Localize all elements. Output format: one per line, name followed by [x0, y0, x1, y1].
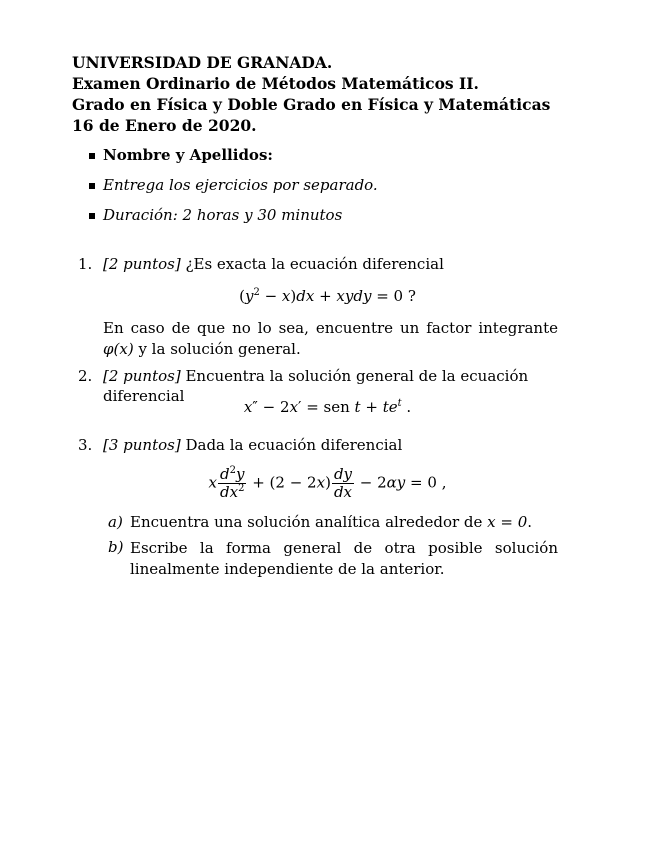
- exam-date: 16 de Enero de 2020.: [72, 116, 257, 135]
- university-name: UNIVERSIDAD DE GRANADA.: [72, 53, 333, 72]
- exercise-2-points: [2 puntos]: [103, 367, 181, 385]
- exercise-1-intro: [2 puntos] ¿Es exacta la ecuación diferencial: [103, 255, 444, 273]
- exercise-2-number: 2.: [78, 367, 93, 385]
- exercise-1-number: 1.: [78, 255, 93, 273]
- exercise-3-intro: [3 puntos] Dada la ecuación diferencial: [103, 436, 403, 454]
- exercise-3-points: [3 puntos]: [103, 436, 181, 454]
- exercise-3-equation: x $\frac{d^2y}{dx^2}$ + (2 − 2x) $\frac{dy}{dx}$ − 2αy = 0 ,: [208, 465, 447, 501]
- exercise-2-equation: x″ − 2x′ = sen $t + te^t$ .: [243, 398, 412, 416]
- exercise-1-equation: $(y^2 - x)dx$ + xydy = 0 ?: [239, 287, 416, 305]
- bullet-square-icon: [89, 153, 95, 159]
- exercise-1-text: En caso de que no lo sea, encuentre un factor integrante φ(x) y la solución general.: [103, 319, 558, 358]
- exercise-3-number: 3.: [78, 436, 93, 454]
- degree-line: Grado en Física y Doble Grado en Física y Matemáticas: [72, 95, 551, 114]
- exercise-3b: b) Escribe la forma general de otra posible solución linealmente independiente de la anterior.: [108, 538, 558, 578]
- exercise-1-points: [2 puntos]: [103, 255, 181, 273]
- exercise-3a: a) Encuentra una solución analítica alrededor de x = 0.: [108, 513, 533, 531]
- exam-header: [72, 53, 550, 137]
- exercise-2-intro: [2 puntos] Encuentra la solución general de la ecuación diferencial: [103, 367, 529, 405]
- bullet-square-icon: [89, 183, 95, 189]
- bullet-square-icon: [89, 213, 95, 219]
- exam-title: Examen Ordinario de Métodos Matemáticos II.: [72, 74, 479, 93]
